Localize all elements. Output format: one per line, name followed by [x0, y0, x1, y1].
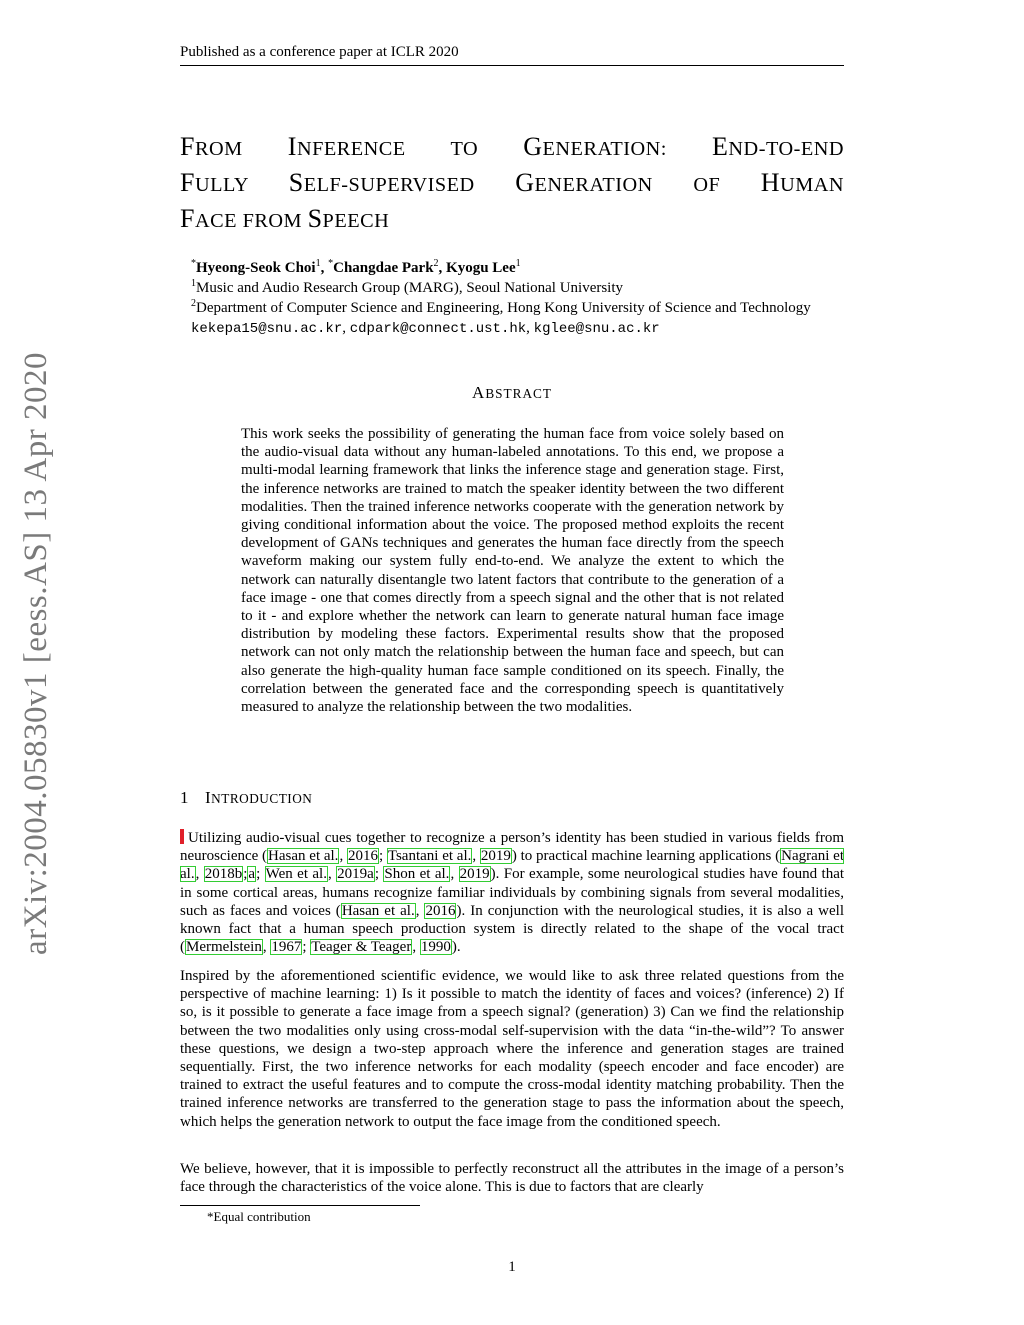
intro-paragraph-2: Inspired by the aforementioned scientific evidence, we would like to ask three related questions from the perspective of machine learning: 1) Is it possible to match the identity of faces and voices? (inference) 2) If so, is it possible to generate a face image from a speech signal? (generation) 3) Can we find the relationship between the two modalities only using cross-modal self-supervision with the data “in-the-wild”? To answer these questions, we design a two-step approach where the inference and generation stages are trained sequentially. First, the two inference networks for each modality (speech encoder and face encoder) are trained to extract the useful features and to compute the cross-modal identity matching probability. Then the trained inference networks are transferred to the generation stage to pass the information about the speech, which helps the generation network to output the face image from the conditioned speech.: [180, 968, 844, 1130]
author-block: [191, 258, 811, 339]
title-fragment: E: [712, 132, 729, 161]
author-3: Kyogu Lee: [446, 260, 516, 276]
citation-link[interactable]: 2019: [480, 848, 511, 865]
title-fragment: OF: [693, 174, 761, 196]
title-fragment: ELF-SUPERVISED: [303, 174, 516, 196]
author-names: *Hyeong-Seok Choi$^1$, *Changdae Park$^2$, Kyogu Lee$^1$: [191, 258, 521, 276]
title-fragment: S: [288, 168, 304, 197]
title-fragment: ENERATION: [542, 138, 661, 160]
affiliation-2: $^2$Department of Computer Science and Engineering, Hong Kong University of Science and Technology: [191, 298, 811, 316]
citation-link[interactable]: a: [248, 866, 256, 883]
title-fragment: G: [523, 132, 543, 161]
email-1[interactable]: kekepa15@snu.ac.kr: [191, 321, 343, 337]
title-fragment: :: [660, 138, 713, 160]
citation-link[interactable]: 2018b: [204, 866, 243, 883]
citation-link[interactable]: 2016: [347, 848, 378, 865]
citation-link[interactable]: 2019a: [337, 866, 374, 883]
title-fragment: ENERATION: [534, 174, 694, 196]
title-fragment: F: [180, 132, 195, 161]
title-fragment: TO: [450, 138, 524, 160]
title-fragment: F: [180, 204, 195, 233]
title-fragment: PEECH: [322, 210, 390, 232]
title-line-3: [180, 202, 844, 238]
title-fragment: F: [180, 168, 195, 197]
title-fragment: I: [287, 132, 297, 161]
title-fragment: ULLY: [194, 174, 289, 196]
citation-link[interactable]: Shon et al.: [384, 866, 450, 883]
author-1: Hyeong-Seok Choi: [196, 260, 316, 276]
citation-link[interactable]: Hasan et al.: [268, 848, 339, 865]
citation-link[interactable]: 2016: [425, 902, 456, 919]
title-fragment: UMAN: [780, 174, 845, 196]
email-2[interactable]: cdpark@connect.ust.hk: [349, 321, 527, 337]
section-heading-introduction: 1 INTRODUCTION: [180, 788, 313, 807]
running-header: Published as a conference paper at ICLR 2020: [180, 44, 459, 60]
arxiv-identifier-stamp[interactable]: arXiv:2004.05830v1 [eess.AS] 13 Apr 2020: [18, 352, 54, 955]
citation-link[interactable]: Nagrani et al.: [180, 848, 844, 883]
intro-paragraph-3: We believe, however, that it is impossible to perfectly reconstruct all the attributes in the image of a person’s face through the characteristics of the voice alone. This is due to factors that are clearly: [180, 1161, 844, 1196]
footnote: *Equal contribution: [207, 1209, 311, 1224]
citation-link[interactable]: 1967: [271, 939, 302, 956]
header-rule: [180, 65, 844, 66]
abstract-text: This work seeks the possibility of generating the human face from voice solely based on the audio-visual data without any human-labeled annotations. To this end, we propose a multi-modal learning framework that links the inference stage and generation stage. First, the inference networks are trained to match the speaker identity between the two different modalities. Then the trained inference networks cooperate with the generation network by giving conditional information about the voice. The proposed method exploits the recent development of GANs techniques and generates the human face directly from the speech waveform making our system fully end-to-end. We analyze the extent to which the network can naturally disentangle two latent factors that contribute to the generation of a face image - one that comes directly from a speech signal and the other that is not related to it - and explore whether the network can learn to generate natural human face image distribution by modeling these factors. Experimental results show that the proposed network can not only match the relationship between the human face and speech, but can also generate the high-quality human face sample conditioned on its speech. Finally, the correlation between the generated face and the corresponding speech is quantitatively measured to analyze the relationship between the two modalities.: [241, 426, 784, 716]
title-fragment: ND-TO-END: [728, 138, 844, 160]
intro-paragraph-1: Utilizing audio-visual cues together to recognize a person’s identity has been studied in various fields from neuroscience (Hasan et al., 2016; Tsantani et al., 2019) to practical machine learning applications (Nagrani et al., 2018b;a; Wen et al., 2019a; Shon et al., 2019). For example, some neurological studies have found that in some cortical areas, humans recognize familiar individuals by combining signals from several modalities, such as faces and voices (Hasan et al., 2016). In conjunction with the neurological studies, it is also a well known fact that a human speech production system is directly related to the shape of the vocal tract (Mermelstein, 1967; Teager & Teager, 1990).: [180, 830, 845, 956]
title-fragment: ACE FROM: [194, 210, 308, 232]
citation-link[interactable]: 2019: [459, 866, 490, 883]
title-line-1: [180, 130, 844, 166]
affiliation-1: $^1$Music and Audio Research Group (MARG), Seoul National University: [191, 278, 624, 296]
title-fragment: NFERENCE: [296, 138, 451, 160]
citation-link[interactable]: Teager & Teager: [311, 939, 412, 956]
paper-title: [180, 130, 844, 238]
page-number: 1: [508, 1259, 516, 1275]
citation-link[interactable]: Wen et al.: [265, 866, 327, 883]
author-emails: kekepa15@snu.ac.kr, cdpark@connect.ust.hk, kglee@snu.ac.kr: [191, 320, 660, 337]
title-fragment: G: [515, 168, 535, 197]
abstract-heading: ABSTRACT: [472, 383, 552, 402]
author-2: Changdae Park: [333, 260, 434, 276]
email-3[interactable]: kglee@snu.ac.kr: [533, 321, 660, 337]
change-marker: [180, 829, 184, 844]
title-fragment: S: [307, 204, 323, 233]
citation-link[interactable]: Hasan et al.: [341, 902, 415, 919]
citation-link[interactable]: 1990: [420, 939, 451, 956]
citation-link[interactable]: Tsantani et al.: [387, 848, 472, 865]
citation-link[interactable]: Mermelstein: [186, 939, 262, 956]
footnote-rule: [180, 1205, 420, 1206]
title-line-2: [180, 166, 844, 202]
title-fragment: H: [760, 168, 781, 197]
title-fragment: ROM: [194, 138, 288, 160]
